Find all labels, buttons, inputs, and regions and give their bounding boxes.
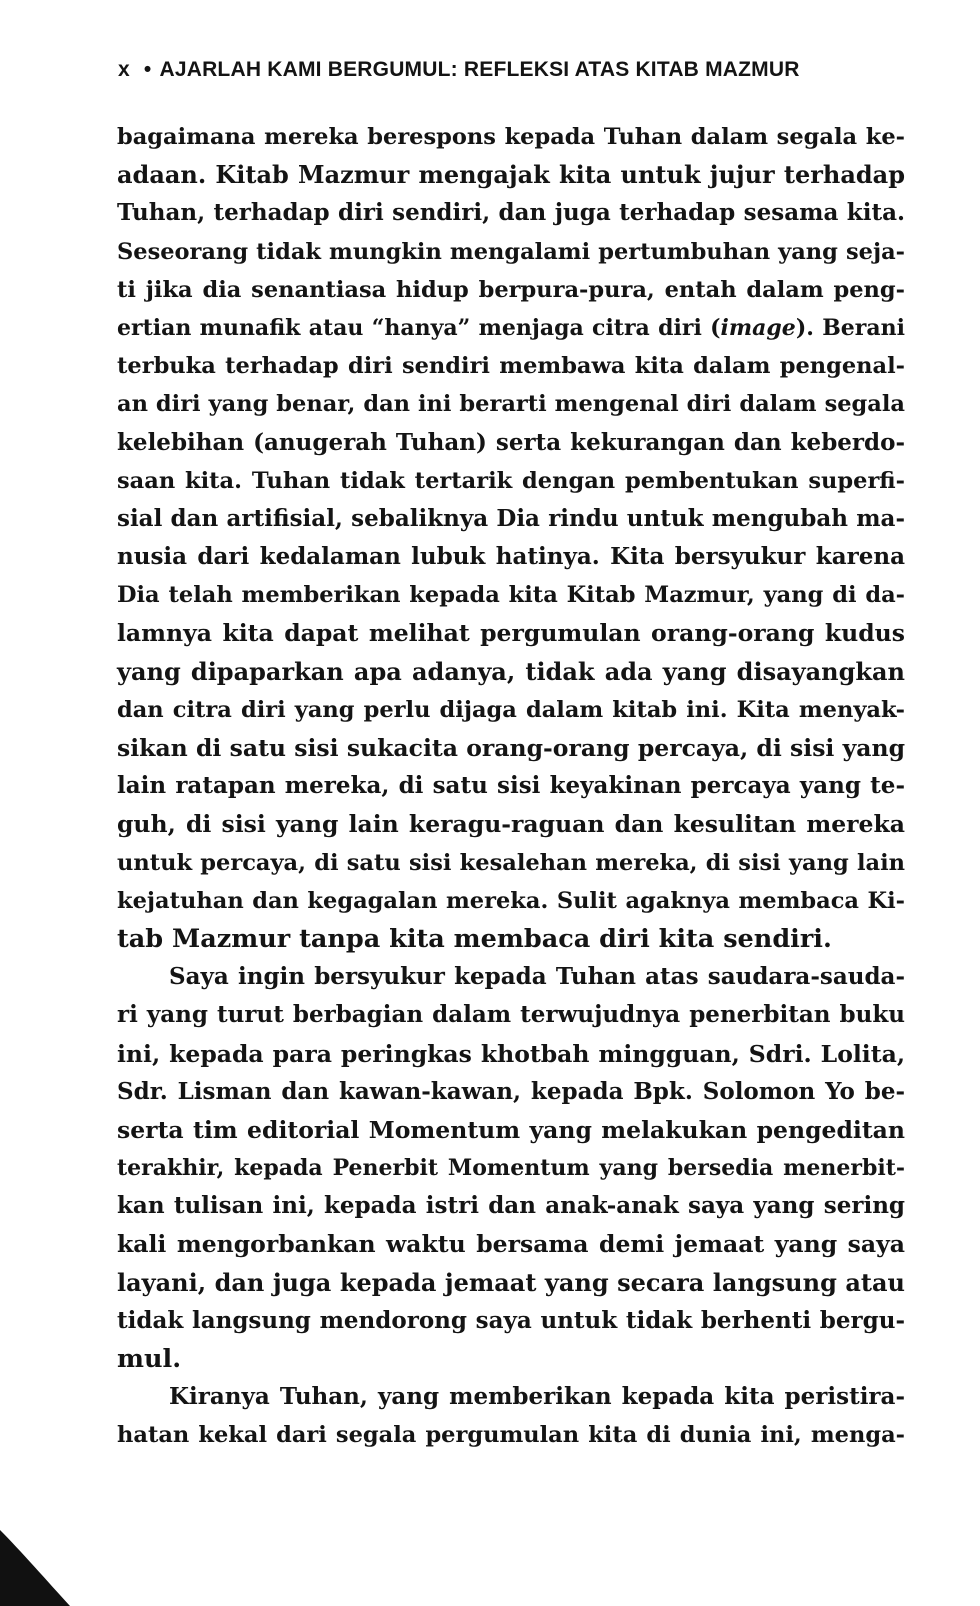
text-line: nusia dari kedalaman lubuk hatinya. Kita bersyukur karena [117, 543, 905, 571]
text-line: terakhir, kepada Penerbit Momentum yang bersedia menerbit- [117, 1155, 905, 1182]
text-line: ertian munafik atau “hanya” menjaga citra diri (image). Berani [117, 314, 905, 341]
page-number: x [118, 58, 130, 81]
text-line: kali mengorbankan waktu bersama demi jemaat yang saya [117, 1230, 905, 1259]
text-line: Saya ingin bersyukur kepada Tuhan atas saudara-sauda- [169, 963, 905, 991]
italic-term: image [720, 314, 796, 341]
paragraph [117, 958, 905, 1378]
text-line: serta tim editorial Momentum yang melakukan pengeditan [117, 1115, 905, 1144]
text-line: yang dipaparkan apa adanya, tidak ada yang disayangkan [117, 656, 905, 686]
text-line: hatan kekal dari segala pergumulan kita di dunia ini, menga- [117, 1422, 905, 1449]
running-header [118, 58, 918, 82]
text-line: kan tulisan ini, kepada istri dan anak-anak saya yang sering [117, 1192, 905, 1220]
text-line: Tuhan, terhadap diri sendiri, dan juga terhadap sesama kita. [117, 199, 905, 227]
text-line: lain ratapan mereka, di satu sisi keyakinan percaya yang te- [117, 772, 905, 800]
text-line: tidak langsung mendorong saya untuk tidak berhenti bergu- [117, 1306, 905, 1334]
text-line: bagaimana mereka berespons kepada Tuhan dalam segala ke- [117, 124, 905, 150]
text-line: lamnya kita dapat melihat pergumulan orang-orang kudus [117, 619, 905, 648]
text-line: untuk percaya, di satu sisi kesalehan mereka, di sisi yang lain [117, 849, 905, 876]
text-line: Sdr. Lisman dan kawan-kawan, kepada Bpk. Solomon Yo be- [117, 1077, 905, 1105]
text-line: tab Mazmur tanpa kita membaca diri kita sendiri. [117, 923, 832, 954]
paragraph [117, 118, 905, 958]
text-line: ini, kepada para peringkas khotbah mingguan, Sdri. Lolita, [117, 1039, 905, 1068]
text-line: ti jika dia senantiasa hidup berpura-pura, entah dalam peng- [117, 276, 905, 303]
book-title: AJARLAH KAMI BERGUMUL: REFLEKSI ATAS KITAB MAZMUR [159, 58, 800, 81]
text-line: an diri yang benar, dan ini berarti mengenal diri dalam segala [117, 391, 905, 418]
text-line: Dia telah memberikan kepada kita Kitab Mazmur, yang di da- [117, 582, 905, 609]
text-line: ri yang turut berbagian dalam terwujudnya penerbitan buku [117, 1001, 905, 1029]
text-line: layani, dan juga kepada jemaat yang secara langsung atau [117, 1267, 905, 1297]
body-text [117, 118, 905, 1455]
text-line: Seseorang tidak mungkin mengalami pertumbuhan yang seja- [117, 238, 905, 265]
text-line: sikan di satu sisi sukacita orang-orang percaya, di sisi yang [117, 734, 905, 762]
text-line: terbuka terhadap diri sendiri membawa kita dalam pengenal- [117, 353, 905, 380]
text-line: adaan. Kitab Mazmur mengajak kita untuk jujur terhadap [117, 160, 905, 190]
bullet-separator: • [143, 58, 152, 81]
text-line: Kiranya Tuhan, yang memberikan kepada kita peristira- [169, 1383, 905, 1411]
text-line: guh, di sisi yang lain keragu-raguan dan kesulitan mereka [117, 810, 905, 839]
text-line: sial dan artifisial, sebaliknya Dia rindu untuk mengubah ma- [117, 504, 905, 532]
text-line: saan kita. Tuhan tidak tertarik dengan pembentukan superfi- [117, 467, 905, 494]
text-line: kelebihan (anugerah Tuhan) serta kekurangan dan keberdo- [117, 428, 905, 456]
text-line: mul. [117, 1344, 182, 1374]
text-line: kejatuhan dan kegagalan mereka. Sulit agaknya membaca Ki- [117, 887, 905, 914]
paragraph [117, 1378, 905, 1454]
text-line: dan citra diri yang perlu dijaga dalam kitab ini. Kita menyak- [117, 696, 905, 723]
page-edge-shadow [0, 1530, 70, 1606]
